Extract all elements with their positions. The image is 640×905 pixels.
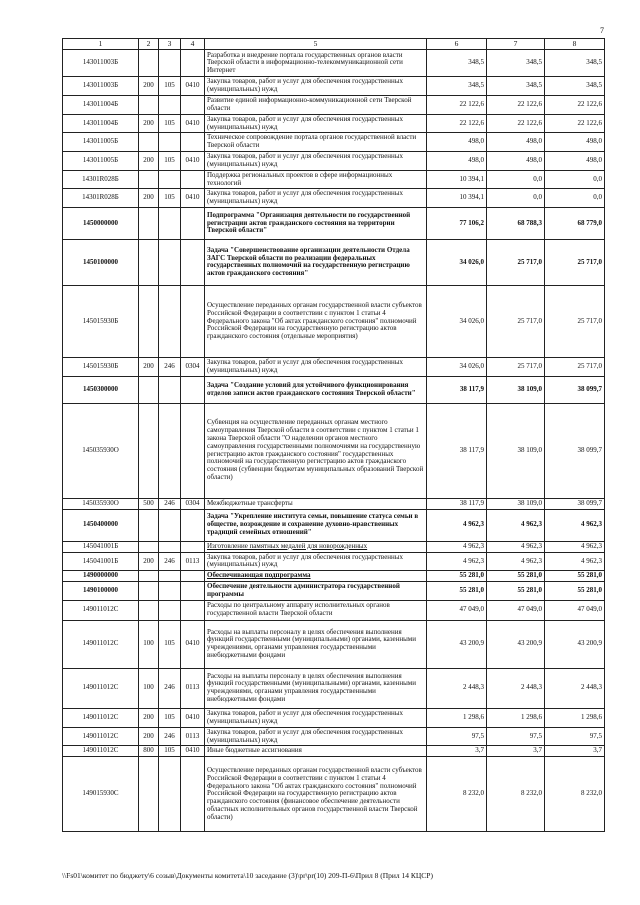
section-code-cell: 0410 bbox=[181, 620, 205, 668]
table-row bbox=[63, 620, 605, 668]
kcsr-code-cell: 1450300000 bbox=[63, 376, 139, 403]
amount-col7-cell: 348,5 bbox=[487, 77, 545, 96]
amount-col8-cell: 97,5 bbox=[545, 727, 605, 746]
amount-col8-cell: 47 049,0 bbox=[545, 600, 605, 620]
table-row bbox=[63, 50, 605, 77]
kcsr-code-cell: 143011003Б bbox=[63, 50, 139, 77]
table-row bbox=[63, 571, 605, 582]
kcsr-code-cell: 1490000000 bbox=[63, 571, 139, 582]
admin-code-cell: 105 bbox=[159, 152, 181, 171]
admin-code-cell: 246 bbox=[159, 727, 181, 746]
col-header-6: 6 bbox=[427, 39, 487, 50]
description-cell: Подпрограмма "Организация деятельности по государственной регистрации актов гражданского состояния на территории Тверской области" bbox=[205, 207, 427, 239]
amount-col6-cell: 22 122,6 bbox=[427, 96, 487, 115]
amount-col7-cell: 22 122,6 bbox=[487, 114, 545, 133]
expense-type-cell bbox=[139, 582, 159, 601]
section-code-cell bbox=[181, 239, 205, 285]
amount-col6-cell: 348,5 bbox=[427, 77, 487, 96]
amount-col7-cell: 38 109,0 bbox=[487, 498, 545, 509]
table-row bbox=[63, 509, 605, 541]
description-cell: Закупка товаров, работ и услуг для обеспечения государственных (муниципальных) нужд bbox=[205, 77, 427, 96]
section-code-cell bbox=[181, 207, 205, 239]
section-code-cell: 0410 bbox=[181, 746, 205, 757]
description-cell: Осуществление переданных органам государственной власти субъектов Российской Федерации в соответствии с пунктом 1 статьи 4 Федерального закона "Об актах гражданского состояния" полномочий Российской Федерации на государственную регистрацию актов гражданского состояния (финансовое обеспечение деятельности областных исполнительных органов государственной власти Тверской области) bbox=[205, 757, 427, 832]
description-cell: Техническое сопровождение портала органов государственной власти Тверской области bbox=[205, 133, 427, 152]
table-row bbox=[63, 114, 605, 133]
kcsr-code-cell: 145035930О bbox=[63, 498, 139, 509]
amount-col6-cell: 4 962,3 bbox=[427, 509, 487, 541]
description-cell: Изготовление памятных медалей для новорожденных bbox=[205, 541, 427, 552]
section-code-cell: 0410 bbox=[181, 708, 205, 727]
amount-col7-cell: 97,5 bbox=[487, 727, 545, 746]
admin-code-cell bbox=[159, 96, 181, 115]
table-row bbox=[63, 77, 605, 96]
table-row bbox=[63, 552, 605, 571]
description-cell: Субвенция на осуществление переданных органам местного самоуправления Тверской области в соответствии с пунктом 1 статьи 1 закона Тверской области "О наделении органов местного самоуправления государственными полномочиями на государственную регистрацию актов гражданского состояния" государственных полномочий на государственную регистрацию актов гражданского состояния (субвенции бюджетам муниципальных образований Тверской области) bbox=[205, 403, 427, 498]
expense-type-cell: 100 bbox=[139, 620, 159, 668]
admin-code-cell bbox=[159, 207, 181, 239]
section-code-cell: 0410 bbox=[181, 152, 205, 171]
amount-col6-cell: 55 281,0 bbox=[427, 571, 487, 582]
expense-type-cell bbox=[139, 376, 159, 403]
amount-col8-cell: 498,0 bbox=[545, 152, 605, 171]
kcsr-code-cell: 145041001Б bbox=[63, 541, 139, 552]
amount-col7-cell: 2 448,3 bbox=[487, 668, 545, 708]
amount-col7-cell: 25 717,0 bbox=[487, 285, 545, 357]
description-cell: Задача "Совершенствование организации деятельности Отдела ЗАГС Тверской области по реализации федеральных государственных полномочий на государственную регистрацию актов гражданского состояния" bbox=[205, 239, 427, 285]
admin-code-cell: 105 bbox=[159, 114, 181, 133]
table-row bbox=[63, 403, 605, 498]
amount-col8-cell: 348,5 bbox=[545, 50, 605, 77]
table-row bbox=[63, 668, 605, 708]
file-path-footer: \\Fs01\комитет по бюджету\6 созыв\Документы комитета\10 заседание (3)\pr\pr(10) 209-П-6\Прил 8 (Прил 14 КЦСР) bbox=[62, 871, 433, 880]
kcsr-code-cell: 145041001Б bbox=[63, 552, 139, 571]
kcsr-code-cell: 143011003Б bbox=[63, 77, 139, 96]
table-row bbox=[63, 357, 605, 376]
table-row bbox=[63, 133, 605, 152]
section-code-cell bbox=[181, 285, 205, 357]
section-code-cell: 0304 bbox=[181, 357, 205, 376]
section-code-cell bbox=[181, 582, 205, 601]
kcsr-code-cell: 14301R028Б bbox=[63, 170, 139, 189]
admin-code-cell bbox=[159, 571, 181, 582]
kcsr-code-cell: 143011004Б bbox=[63, 114, 139, 133]
admin-code-cell: 105 bbox=[159, 77, 181, 96]
table-row bbox=[63, 582, 605, 601]
section-code-cell bbox=[181, 403, 205, 498]
amount-col8-cell: 55 281,0 bbox=[545, 582, 605, 601]
table-row bbox=[63, 170, 605, 189]
table-row bbox=[63, 541, 605, 552]
amount-col6-cell: 55 281,0 bbox=[427, 582, 487, 601]
amount-col6-cell: 77 106,2 bbox=[427, 207, 487, 239]
amount-col7-cell: 498,0 bbox=[487, 152, 545, 171]
amount-col6-cell: 34 026,0 bbox=[427, 357, 487, 376]
expense-type-cell: 200 bbox=[139, 189, 159, 208]
amount-col8-cell: 2 448,3 bbox=[545, 668, 605, 708]
section-code-cell bbox=[181, 96, 205, 115]
amount-col7-cell: 4 962,3 bbox=[487, 509, 545, 541]
expense-type-cell bbox=[139, 757, 159, 832]
admin-code-cell bbox=[159, 403, 181, 498]
description-cell: Развитие единой информационно-коммуникационной сети Тверской области bbox=[205, 96, 427, 115]
admin-code-cell bbox=[159, 50, 181, 77]
amount-col8-cell: 0,0 bbox=[545, 189, 605, 208]
section-code-cell bbox=[181, 541, 205, 552]
amount-col6-cell: 38 117,9 bbox=[427, 498, 487, 509]
amount-col8-cell: 25 717,0 bbox=[545, 285, 605, 357]
table-row bbox=[63, 600, 605, 620]
amount-col8-cell: 1 298,6 bbox=[545, 708, 605, 727]
amount-col6-cell: 38 117,9 bbox=[427, 376, 487, 403]
description-cell: Обеспечивающая подпрограмма bbox=[205, 571, 427, 582]
section-code-cell: 0410 bbox=[181, 77, 205, 96]
description-cell: Иные бюджетные ассигнования bbox=[205, 746, 427, 757]
kcsr-code-cell: 149011012С bbox=[63, 668, 139, 708]
kcsr-code-cell: 149011012С bbox=[63, 746, 139, 757]
amount-col7-cell: 68 788,3 bbox=[487, 207, 545, 239]
admin-code-cell: 246 bbox=[159, 357, 181, 376]
table-row bbox=[63, 498, 605, 509]
kcsr-code-cell: 145035930О bbox=[63, 403, 139, 498]
amount-col7-cell: 498,0 bbox=[487, 133, 545, 152]
table-row bbox=[63, 757, 605, 832]
amount-col6-cell: 47 049,0 bbox=[427, 600, 487, 620]
admin-code-cell bbox=[159, 582, 181, 601]
table-row bbox=[63, 207, 605, 239]
admin-code-cell: 246 bbox=[159, 668, 181, 708]
section-code-cell: 0410 bbox=[181, 114, 205, 133]
col-header-2: 2 bbox=[139, 39, 159, 50]
col-header-4: 4 bbox=[181, 39, 205, 50]
amount-col6-cell: 34 026,0 bbox=[427, 239, 487, 285]
amount-col6-cell: 10 394,1 bbox=[427, 189, 487, 208]
admin-code-cell bbox=[159, 600, 181, 620]
amount-col8-cell: 43 200,9 bbox=[545, 620, 605, 668]
amount-col7-cell: 22 122,6 bbox=[487, 96, 545, 115]
amount-col8-cell: 348,5 bbox=[545, 77, 605, 96]
expense-type-cell: 200 bbox=[139, 114, 159, 133]
expense-type-cell: 200 bbox=[139, 727, 159, 746]
kcsr-code-cell: 145015930Б bbox=[63, 357, 139, 376]
amount-col7-cell: 25 717,0 bbox=[487, 357, 545, 376]
kcsr-code-cell: 1450400000 bbox=[63, 509, 139, 541]
description-cell: Задача "Создание условий для устойчивого функционирования отделов записи актов гражданского состояния Тверской области" bbox=[205, 376, 427, 403]
table-row bbox=[63, 746, 605, 757]
expense-type-cell bbox=[139, 96, 159, 115]
amount-col7-cell: 1 298,6 bbox=[487, 708, 545, 727]
amount-col6-cell: 4 962,3 bbox=[427, 541, 487, 552]
amount-col8-cell: 38 099,7 bbox=[545, 498, 605, 509]
admin-code-cell: 246 bbox=[159, 552, 181, 571]
amount-col8-cell: 8 232,0 bbox=[545, 757, 605, 832]
amount-col8-cell: 22 122,6 bbox=[545, 96, 605, 115]
expense-type-cell: 200 bbox=[139, 77, 159, 96]
section-code-cell bbox=[181, 757, 205, 832]
amount-col6-cell: 348,5 bbox=[427, 50, 487, 77]
amount-col8-cell: 38 099,7 bbox=[545, 403, 605, 498]
col-header-7: 7 bbox=[487, 39, 545, 50]
amount-col7-cell: 0,0 bbox=[487, 189, 545, 208]
amount-col8-cell: 0,0 bbox=[545, 170, 605, 189]
expense-type-cell: 200 bbox=[139, 152, 159, 171]
amount-col8-cell: 498,0 bbox=[545, 133, 605, 152]
amount-col6-cell: 498,0 bbox=[427, 152, 487, 171]
admin-code-cell: 105 bbox=[159, 746, 181, 757]
amount-col6-cell: 3,7 bbox=[427, 746, 487, 757]
expense-type-cell bbox=[139, 541, 159, 552]
description-cell: Закупка товаров, работ и услуг для обеспечения государственных (муниципальных) нужд bbox=[205, 727, 427, 746]
admin-code-cell: 105 bbox=[159, 708, 181, 727]
kcsr-code-cell: 149011012С bbox=[63, 727, 139, 746]
description-cell: Задача "Укрепление института семьи, повышение статуса семьи в обществе, возрождение и сохранение духовно-нравственных традиций семейных отношений" bbox=[205, 509, 427, 541]
section-code-cell: 0113 bbox=[181, 727, 205, 746]
amount-col8-cell: 4 962,3 bbox=[545, 509, 605, 541]
admin-code-cell bbox=[159, 541, 181, 552]
amount-col7-cell: 43 200,9 bbox=[487, 620, 545, 668]
admin-code-cell bbox=[159, 170, 181, 189]
amount-col7-cell: 348,5 bbox=[487, 50, 545, 77]
amount-col8-cell: 4 962,3 bbox=[545, 541, 605, 552]
amount-col8-cell: 22 122,6 bbox=[545, 114, 605, 133]
expense-type-cell bbox=[139, 207, 159, 239]
kcsr-code-cell: 149011012С bbox=[63, 600, 139, 620]
amount-col7-cell: 55 281,0 bbox=[487, 571, 545, 582]
amount-col8-cell: 25 717,0 bbox=[545, 357, 605, 376]
description-cell: Межбюджетные трансферты bbox=[205, 498, 427, 509]
expense-type-cell bbox=[139, 509, 159, 541]
amount-col6-cell: 43 200,9 bbox=[427, 620, 487, 668]
kcsr-code-cell: 143011004Б bbox=[63, 96, 139, 115]
amount-col7-cell: 3,7 bbox=[487, 746, 545, 757]
kcsr-code-cell: 149015930С bbox=[63, 757, 139, 832]
description-cell: Поддержка региональных проектов в сфере информационных технологий bbox=[205, 170, 427, 189]
table-row bbox=[63, 708, 605, 727]
table-row bbox=[63, 727, 605, 746]
kcsr-code-cell: 14301R028Б bbox=[63, 189, 139, 208]
amount-col7-cell: 8 232,0 bbox=[487, 757, 545, 832]
amount-col8-cell: 4 962,3 bbox=[545, 552, 605, 571]
header-row bbox=[63, 39, 605, 50]
amount-col7-cell: 55 281,0 bbox=[487, 582, 545, 601]
section-code-cell bbox=[181, 50, 205, 77]
col-header-8: 8 bbox=[545, 39, 605, 50]
amount-col7-cell: 38 109,0 bbox=[487, 403, 545, 498]
kcsr-code-cell: 1450100000 bbox=[63, 239, 139, 285]
expense-type-cell: 200 bbox=[139, 357, 159, 376]
amount-col6-cell: 10 394,1 bbox=[427, 170, 487, 189]
expense-type-cell: 200 bbox=[139, 708, 159, 727]
expense-type-cell bbox=[139, 571, 159, 582]
col-header-3: 3 bbox=[159, 39, 181, 50]
amount-col7-cell: 25 717,0 bbox=[487, 239, 545, 285]
expense-type-cell: 200 bbox=[139, 552, 159, 571]
description-cell: Закупка товаров, работ и услуг для обеспечения государственных (муниципальных) нужд bbox=[205, 114, 427, 133]
section-code-cell: 0304 bbox=[181, 498, 205, 509]
expense-type-cell bbox=[139, 285, 159, 357]
amount-col8-cell: 55 281,0 bbox=[545, 571, 605, 582]
amount-col7-cell: 4 962,3 bbox=[487, 541, 545, 552]
table-row bbox=[63, 152, 605, 171]
kcsr-code-cell: 149011012С bbox=[63, 708, 139, 727]
amount-col6-cell: 8 232,0 bbox=[427, 757, 487, 832]
kcsr-code-cell: 145015930Б bbox=[63, 285, 139, 357]
admin-code-cell: 105 bbox=[159, 620, 181, 668]
expense-type-cell bbox=[139, 239, 159, 285]
description-cell: Обеспечение деятельности администратора государственной программы bbox=[205, 582, 427, 601]
admin-code-cell: 246 bbox=[159, 498, 181, 509]
kcsr-code-cell: 1490100000 bbox=[63, 582, 139, 601]
admin-code-cell bbox=[159, 509, 181, 541]
table-row bbox=[63, 96, 605, 115]
amount-col6-cell: 34 026,0 bbox=[427, 285, 487, 357]
description-cell: Осуществление переданных органам государственной власти субъектов Российской Федерации в соответствии с пунктом 1 статьи 4 Федерального закона "Об актах гражданского состояния" полномочий Российской Федерации на государственную регистрацию актов гражданского состояния (отдельные мероприятия) bbox=[205, 285, 427, 357]
admin-code-cell bbox=[159, 133, 181, 152]
amount-col6-cell: 38 117,9 bbox=[427, 403, 487, 498]
section-code-cell bbox=[181, 170, 205, 189]
amount-col8-cell: 68 779,0 bbox=[545, 207, 605, 239]
amount-col6-cell: 498,0 bbox=[427, 133, 487, 152]
section-code-cell: 0113 bbox=[181, 552, 205, 571]
expense-type-cell bbox=[139, 600, 159, 620]
description-cell: Расходы на выплаты персоналу в целях обеспечения выполнения функций государственными (муниципальными) органами, казенными учреждениями, органами управления государственными внебюджетными фондами bbox=[205, 620, 427, 668]
description-cell: Закупка товаров, работ и услуг для обеспечения государственных (муниципальных) нужд bbox=[205, 189, 427, 208]
kcsr-code-cell: 1450000000 bbox=[63, 207, 139, 239]
expense-type-cell bbox=[139, 403, 159, 498]
description-cell: Расходы по центральному аппарату исполнительных органов государственной власти Тверской области bbox=[205, 600, 427, 620]
amount-col8-cell: 38 099,7 bbox=[545, 376, 605, 403]
section-code-cell: 0113 bbox=[181, 668, 205, 708]
expense-type-cell bbox=[139, 170, 159, 189]
budget-table bbox=[62, 38, 605, 832]
section-code-cell bbox=[181, 376, 205, 403]
description-cell: Закупка товаров, работ и услуг для обеспечения государственных (муниципальных) нужд bbox=[205, 152, 427, 171]
admin-code-cell bbox=[159, 376, 181, 403]
description-cell: Расходы на выплаты персоналу в целях обеспечения выполнения функций государственными (муниципальными) органами, казенными учреждениями, органами управления государственными внебюджетными фондами bbox=[205, 668, 427, 708]
amount-col6-cell: 22 122,6 bbox=[427, 114, 487, 133]
admin-code-cell bbox=[159, 757, 181, 832]
kcsr-code-cell: 149011012С bbox=[63, 620, 139, 668]
expense-type-cell: 500 bbox=[139, 498, 159, 509]
section-code-cell: 0410 bbox=[181, 189, 205, 208]
section-code-cell bbox=[181, 571, 205, 582]
description-cell: Закупка товаров, работ и услуг для обеспечения государственных (муниципальных) нужд bbox=[205, 552, 427, 571]
amount-col7-cell: 47 049,0 bbox=[487, 600, 545, 620]
amount-col6-cell: 1 298,6 bbox=[427, 708, 487, 727]
description-cell: Закупка товаров, работ и услуг для обеспечения государственных (муниципальных) нужд bbox=[205, 357, 427, 376]
expense-type-cell bbox=[139, 50, 159, 77]
expense-type-cell: 800 bbox=[139, 746, 159, 757]
expense-type-cell bbox=[139, 133, 159, 152]
col-header-5: 5 bbox=[205, 39, 427, 50]
amount-col7-cell: 4 962,3 bbox=[487, 552, 545, 571]
amount-col6-cell: 2 448,3 bbox=[427, 668, 487, 708]
description-cell: Закупка товаров, работ и услуг для обеспечения государственных (муниципальных) нужд bbox=[205, 708, 427, 727]
table-row bbox=[63, 189, 605, 208]
section-code-cell bbox=[181, 509, 205, 541]
table-row bbox=[63, 376, 605, 403]
table-row bbox=[63, 285, 605, 357]
col-header-1: 1 bbox=[63, 39, 139, 50]
amount-col6-cell: 4 962,3 bbox=[427, 552, 487, 571]
kcsr-code-cell: 143011005Б bbox=[63, 152, 139, 171]
amount-col6-cell: 97,5 bbox=[427, 727, 487, 746]
amount-col7-cell: 38 109,0 bbox=[487, 376, 545, 403]
expense-type-cell: 100 bbox=[139, 668, 159, 708]
admin-code-cell bbox=[159, 285, 181, 357]
admin-code-cell bbox=[159, 239, 181, 285]
section-code-cell bbox=[181, 133, 205, 152]
kcsr-code-cell: 143011005Б bbox=[63, 133, 139, 152]
admin-code-cell: 105 bbox=[159, 189, 181, 208]
section-code-cell bbox=[181, 600, 205, 620]
table-row bbox=[63, 239, 605, 285]
page-number: 7 bbox=[600, 26, 604, 35]
amount-col7-cell: 0,0 bbox=[487, 170, 545, 189]
amount-col8-cell: 3,7 bbox=[545, 746, 605, 757]
description-cell: Разработка и внедрение портала государственных органов власти Тверской области в информационно-телекоммуникационной сети Интернет bbox=[205, 50, 427, 77]
amount-col8-cell: 25 717,0 bbox=[545, 239, 605, 285]
